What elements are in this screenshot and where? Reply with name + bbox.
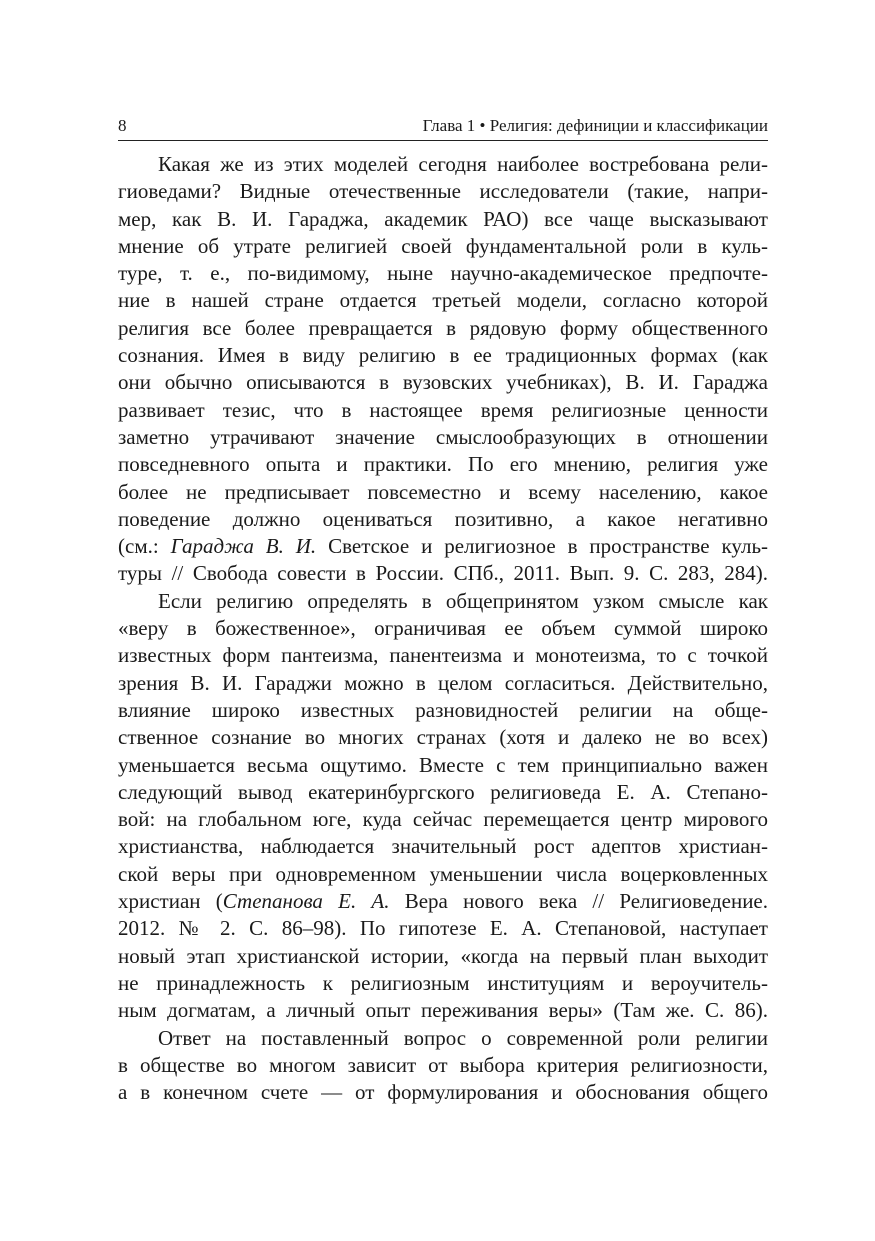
text-line: христианства, наблюдается значительный рост адептов христиан- — [118, 834, 768, 859]
text-line: гиоведами? Видные отечественные исследователи (такие, напри- — [118, 179, 768, 204]
text-line: Если религию определять в общепринятом узком смысле как — [158, 588, 768, 613]
text-line: более не предписывает повсеместно и всему населению, какое — [118, 479, 768, 504]
text-line: вой: на глобальном юге, куда сейчас перемещается центр мирового — [118, 807, 768, 832]
text-line: мер, как В. И. Гараджа, академик РАО) все чаще высказывают — [118, 206, 768, 231]
citation-title: Светское и религиозное в пространстве куль- — [316, 534, 769, 559]
text-line: известных форм пантеизма, панентеизма и монотеизма, то с точкой — [118, 643, 768, 668]
text-line: туре, т. е., по-видимому, ныне научно-академическое предпочте- — [118, 261, 768, 286]
book-page — [118, 112, 768, 1106]
citation-prefix: христиан ( — [118, 889, 223, 914]
text-line: поведение должно оцениваться позитивно, а какое негативно — [118, 506, 768, 531]
text-line: уменьшается весьма ощутимо. Вместе с тем принципиально важен — [118, 752, 768, 777]
text-line: не принадлежность к религиозным институциям и вероучитель- — [118, 970, 768, 995]
text-line: ние в нашей стране отдается третьей модели, согласно которой — [118, 288, 768, 313]
text-line: развивает тезис, что в настоящее время религиозные ценности — [118, 397, 768, 422]
paragraph-2 — [118, 588, 768, 1025]
text-line: туры // Свобода совести в России. СПб., 2011. Вып. 9. С. 283, 284). — [118, 561, 768, 586]
text-line: ской веры при одновременном уменьшении числа воцерковленных — [118, 861, 768, 886]
text-line: 2012. № 2. С. 86–98). По гипотезе Е. А. Степановой, наступает — [118, 916, 768, 941]
text-line: влияние широко известных разновидностей религии на обще- — [118, 697, 768, 722]
text-line: они обычно описываются в вузовских учебниках), В. И. Гараджа — [118, 370, 768, 395]
text-line: заметно утрачивают значение смыслообразующих в отношении — [118, 424, 768, 449]
text-line: зрения В. И. Гараджи можно в целом согласиться. Действительно, — [118, 670, 768, 695]
running-head — [118, 112, 768, 141]
text-line: повседневного опыта и практики. По его мнению, религия уже — [118, 452, 768, 477]
text-line: а в конечном счете — от формулирования и обоснования общего — [118, 1080, 768, 1105]
text-line: в обществе во многом зависит от выбора критерия религиозности, — [118, 1052, 768, 1077]
text-line: следующий вывод екатеринбургского религиоведа Е. А. Степано- — [118, 779, 768, 804]
text-line: мнение об утрате религией своей фундаментальной роли в куль- — [118, 233, 768, 258]
text-line: Какая же из этих моделей сегодня наиболее востребована рели- — [158, 152, 768, 176]
text-line: религия все более превращается в рядовую форму общественного — [118, 315, 768, 340]
citation-prefix: (см.: — [118, 534, 171, 559]
citation-author: Степанова Е. А. — [222, 889, 390, 914]
text-line-with-citation — [118, 533, 768, 560]
paragraph-3 — [118, 1025, 768, 1107]
body-text — [118, 151, 768, 1106]
paragraph-1 — [118, 151, 768, 588]
citation-author: Гараджа В. И. — [170, 534, 317, 559]
text-line: Ответ на поставленный вопрос о современной роли религии — [158, 1025, 768, 1050]
page-number: 8 — [118, 116, 127, 135]
text-line: ственное сознание во многих странах (хотя и далеко не во всех) — [118, 725, 768, 750]
text-line: ным догматам, а личный опыт переживания веры» (Там же. С. 86). — [118, 998, 768, 1023]
text-line: сознания. Имея в виду религию в ее традиционных формах (как — [118, 343, 768, 368]
text-line: новый этап христианской истории, «когда на первый план выходит — [118, 943, 768, 968]
chapter-title: Глава 1 • Религия: дефиниции и классификации — [422, 116, 768, 135]
text-line-with-citation — [118, 888, 768, 915]
text-line: «веру в божественное», ограничивая ее объем суммой широко — [118, 616, 768, 641]
citation-title: Вера нового века // Религиоведение. — [389, 889, 768, 914]
